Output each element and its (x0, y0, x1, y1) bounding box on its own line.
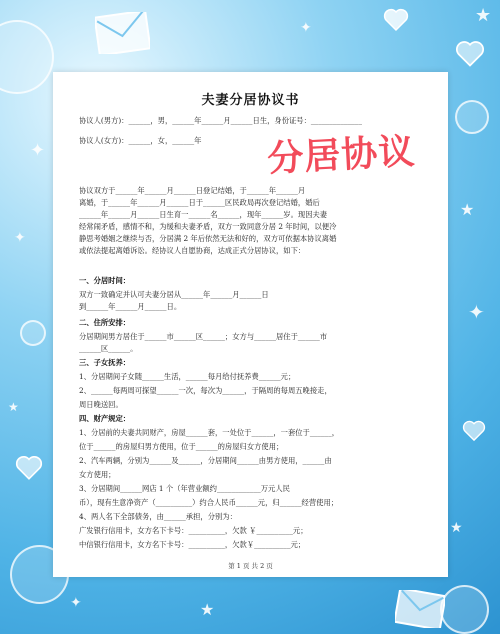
intro-line: 协议双方于______年______月______日登记结婚，于______年______月 (79, 186, 306, 195)
section-line: 4、两人名下全部债务，由______承担，分别为： (79, 512, 237, 521)
section-heading: 三、子女抚养： (79, 358, 131, 367)
decorative-bubble (455, 100, 489, 134)
page-footer: 第 1 页 共 2 页 (228, 562, 273, 570)
section-line: ______区______。 (79, 344, 138, 353)
decorative-bubble (440, 585, 489, 634)
star-icon: ★ (475, 5, 492, 26)
document-title: 夫妻分居协议书 (201, 93, 300, 108)
star-icon: ★ (8, 400, 19, 414)
heart-icon (462, 420, 486, 442)
section-heading: 一、分居时间： (79, 276, 131, 285)
section-line: 1、分居期间子女随______生活，______每月给付抚养费______元； (79, 372, 296, 381)
heart-icon (455, 40, 485, 68)
star-icon: ✦ (30, 140, 46, 161)
section-heading: 四、财产规定： (79, 414, 131, 423)
section-line: 位于______的房屋归男方使用，位于______的房屋归女方使用； (79, 442, 284, 451)
section-line: 女方使用； (79, 470, 116, 479)
heart-icon (15, 455, 43, 481)
intro-line: ______年______月______日生育一______名______，现年______岁。现因夫妻 (79, 210, 328, 219)
star-icon: ★ (200, 600, 215, 619)
section-line: 中信银行信用卡，女方名下卡号：__________，欠款￥__________元； (79, 540, 306, 549)
decorative-bubble (0, 20, 54, 94)
section-line: 分居期间男方居住于______市______区______；女方与______居住于______市 (79, 332, 328, 341)
star-icon: ✦ (468, 300, 485, 324)
section-line: 2、汽车两辆，分别为______及______，分居期间______由男方使用，______由 (79, 456, 332, 465)
section-line: 2、______每两周可探望______一次，每次为______，于隔周的每周五晚接走， (79, 386, 332, 395)
heart-icon (383, 8, 409, 32)
section-line: 到______年______月______日。 (79, 302, 182, 311)
section-line: 广发银行信用卡，女方名下卡号：__________，欠款 ￥__________元； (79, 526, 308, 535)
section-line: 1、分居前的夫妻共同财产，房屋______套，一处位于______，一套位于______， (79, 428, 340, 437)
document-page (53, 72, 448, 577)
separation-agreement-badge: 分居协议 (266, 131, 417, 180)
star-icon: ★ (460, 200, 475, 219)
decorative-bubble (20, 320, 46, 346)
male-party-line: 协议人(男方)：______，男，______年______月______日生，身份证号：______________ (79, 116, 362, 125)
star-icon: ✦ (300, 20, 312, 36)
intro-line: 或依法提起离婚诉讼。经协议人自愿协商，达成正式分居协议，如下： (79, 246, 306, 255)
intro-line: 静思考婚姻之继续与否，分居满 2 年后依然无法和好的，双方可依据本协议离婚 (79, 234, 337, 243)
intro-line: 离婚，于______年______月______日于______区民政局再次登记结婚，婚后 (79, 198, 320, 207)
envelope-icon (95, 12, 150, 54)
star-icon: ★ (450, 520, 463, 536)
section-line: 周日晚送回。 (79, 400, 123, 409)
female-party-line: 协议人(女方)：______，女，______年 (79, 136, 202, 145)
section-line: 双方一致确定并认可夫妻分居从______年______月______日 (79, 290, 269, 299)
intro-line: 经常闹矛盾，感情不和，为缓和夫妻矛盾，双方一致同意分居 2 年时间，以便冷 (79, 222, 337, 231)
section-line: 3、分居期间______网店 1 个（年营业额约____________万元人民 (79, 484, 290, 493)
envelope-icon (395, 590, 445, 628)
section-heading: 二、住所安排： (79, 318, 131, 327)
section-line: 币），现有生意净资产（__________）约合人民币______元，归______经营使用； (79, 498, 339, 507)
star-icon: ✦ (14, 230, 26, 246)
star-icon: ✦ (70, 595, 82, 611)
